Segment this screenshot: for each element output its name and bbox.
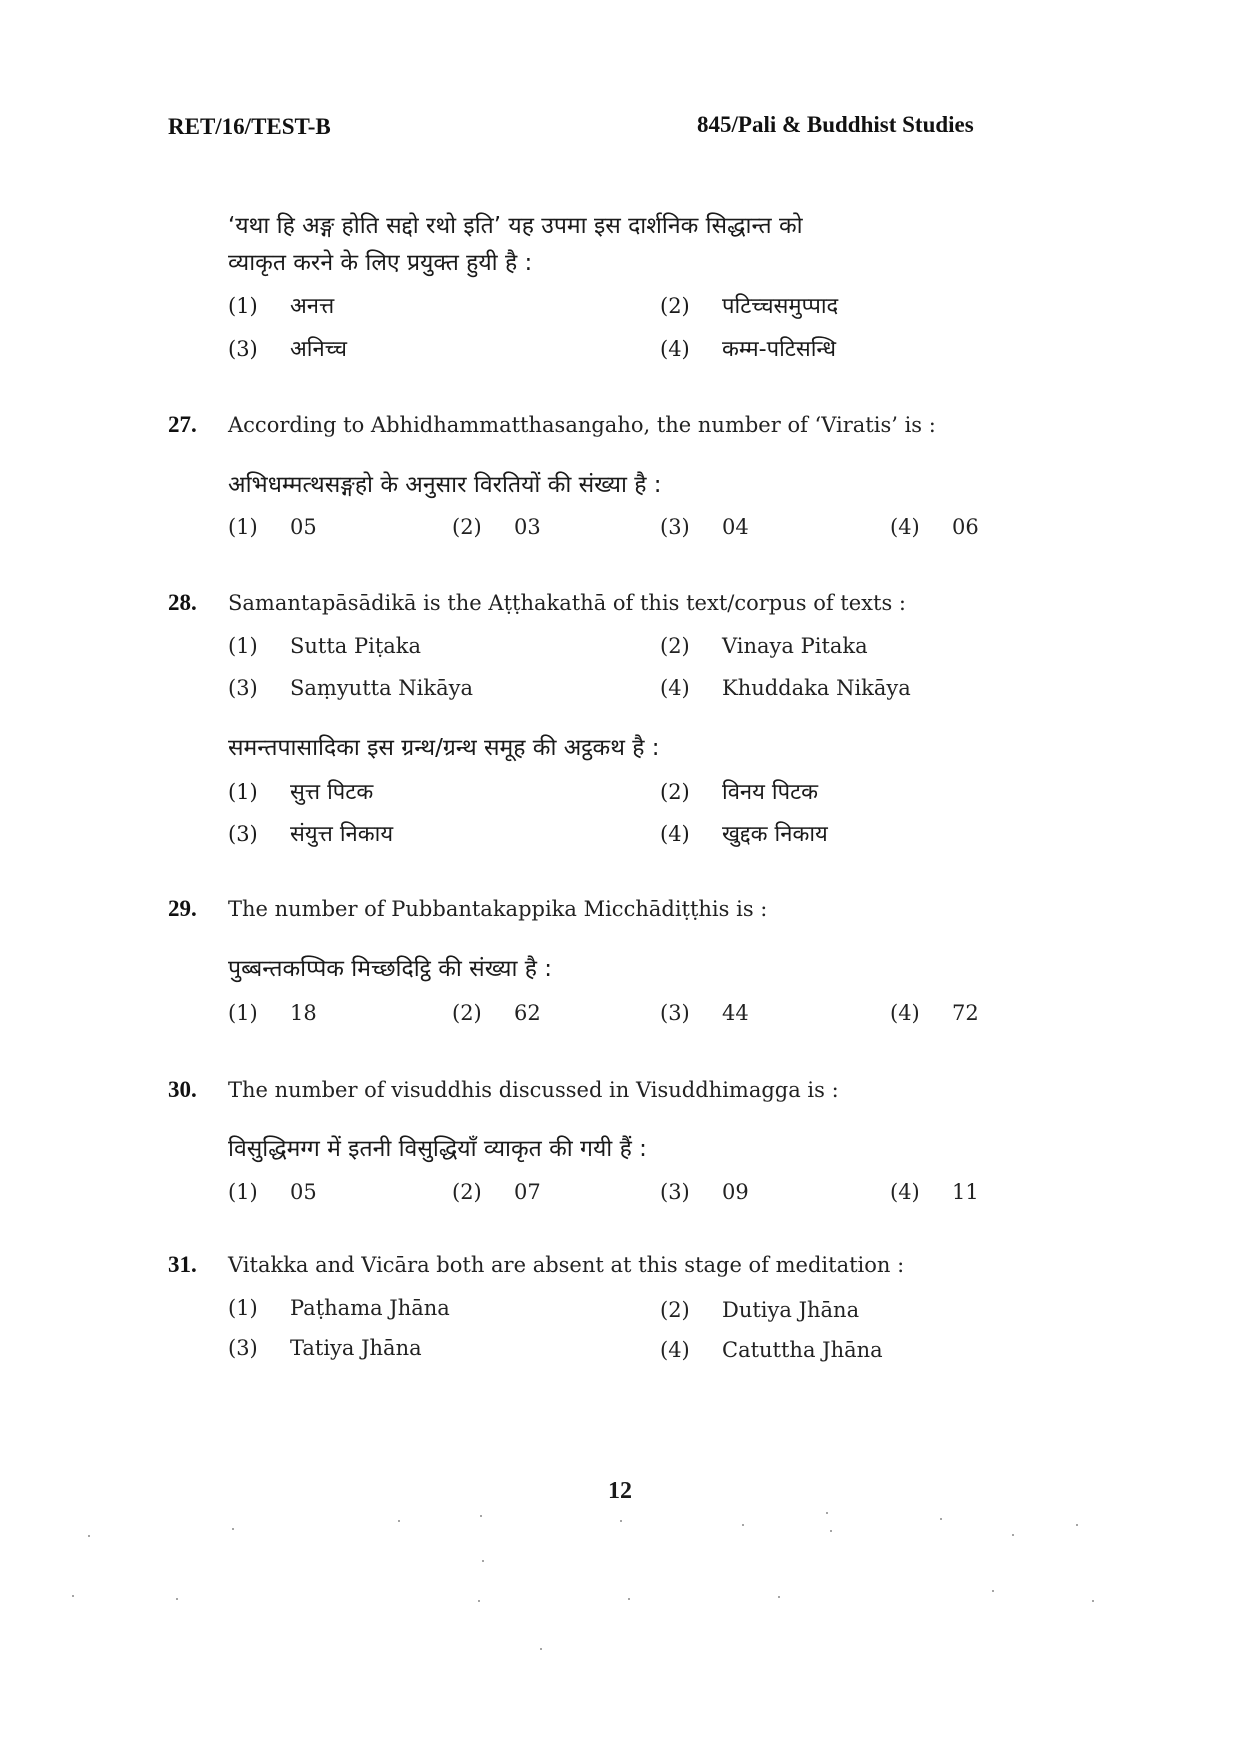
option-number: (1) — [228, 1180, 258, 1204]
option-number: (4) — [660, 337, 690, 361]
q31-option-1 — [228, 1296, 450, 1320]
option-number: (3) — [228, 337, 258, 361]
q31-option-4 — [660, 1338, 883, 1362]
scan-speck — [620, 1520, 622, 1522]
q28-option-en-2 — [660, 634, 868, 658]
q28-option-en-3 — [228, 676, 473, 700]
scan-speck — [778, 1596, 780, 1598]
q28-option-hi-1 — [228, 776, 373, 806]
q28-number: 28. — [168, 590, 197, 615]
option-number: (4) — [890, 1001, 920, 1025]
option-number: (1) — [228, 1001, 258, 1025]
option-number: (3) — [228, 1336, 258, 1360]
q27-option-4 — [890, 515, 979, 539]
q28-option-hi-2 — [660, 776, 818, 806]
option-text: Catuttha Jhāna — [722, 1338, 883, 1362]
option-number: (1) — [228, 294, 258, 318]
option-number: (2) — [452, 1001, 482, 1025]
option-text: अनिच्च — [290, 337, 347, 362]
option-text: Sutta Piṭaka — [290, 634, 422, 658]
q30-option-2 — [452, 1180, 541, 1204]
option-text: 04 — [722, 515, 749, 539]
scan-speck — [1076, 1524, 1078, 1526]
q27-number: 27. — [168, 412, 197, 437]
option-text: कम्म-पटिसन्धि — [722, 337, 837, 362]
q31-english: Vitakka and Vicāra both are absent at this stage of meditation : — [228, 1253, 905, 1277]
scan-speck — [478, 1600, 480, 1602]
option-number: (4) — [660, 676, 690, 700]
option-text: Dutiya Jhāna — [722, 1298, 860, 1322]
q27-english: According to Abhidhammatthasangaho, the number of ‘Viratis’ is : — [228, 413, 936, 437]
option-text: 05 — [290, 1180, 317, 1204]
scan-speck — [482, 1560, 484, 1562]
q30-option-1 — [228, 1180, 317, 1204]
option-text: सुत्त पिटक — [290, 780, 374, 805]
option-text: 18 — [290, 1001, 317, 1025]
option-number: (1) — [228, 780, 258, 804]
option-number: (4) — [890, 515, 920, 539]
scan-speck — [940, 1518, 942, 1520]
option-number: (1) — [228, 515, 258, 539]
q26-hindi-line1: ‘यथा हि अङ्ग होति सद्दो रथो इति’ यह उपमा इस दार्शनिक सिद्धान्त को — [228, 213, 803, 239]
option-text: विनय पिटक — [722, 780, 819, 805]
scan-speck — [742, 1524, 744, 1526]
scan-speck — [992, 1590, 994, 1592]
q26-hindi-line2: व्याकृत करने के लिए प्रयुक्त हुयी है : — [228, 250, 533, 276]
q26-option-1 — [228, 290, 334, 320]
q28-hindi: समन्तपासादिका इस ग्रन्थ/ग्रन्थ समूह की अट्ठकथ है : — [228, 735, 660, 761]
q31-option-3 — [228, 1336, 422, 1360]
option-text: 72 — [952, 1001, 979, 1025]
q27-option-1 — [228, 515, 317, 539]
option-number: (4) — [660, 822, 690, 846]
option-number: (1) — [228, 1296, 258, 1320]
scan-speck — [72, 1595, 74, 1597]
option-text: 11 — [952, 1180, 979, 1204]
option-number: (1) — [228, 634, 258, 658]
option-text: Paṭhama Jhāna — [290, 1296, 450, 1320]
option-number: (2) — [660, 634, 690, 658]
option-text: Tatiya Jhāna — [290, 1336, 422, 1360]
option-text: संयुत्त निकाय — [290, 822, 394, 847]
q30-english: The number of visuddhis discussed in Visuddhimagga is : — [228, 1078, 839, 1102]
option-number: (3) — [660, 1180, 690, 1204]
option-number: (2) — [452, 515, 482, 539]
scan-speck — [628, 1598, 630, 1600]
q26-option-2 — [660, 290, 838, 320]
q28-option-hi-3 — [228, 818, 393, 848]
q29-number: 29. — [168, 896, 197, 921]
q31-number: 31. — [168, 1252, 197, 1277]
option-text: 06 — [952, 515, 979, 539]
option-number: (2) — [660, 1298, 690, 1322]
option-number: (2) — [660, 294, 690, 318]
option-number: (2) — [660, 780, 690, 804]
option-text: 62 — [514, 1001, 541, 1025]
option-text: 09 — [722, 1180, 749, 1204]
option-text: Saṃyutta Nikāya — [290, 676, 474, 700]
q31-option-2 — [660, 1298, 859, 1322]
option-text: 03 — [514, 515, 541, 539]
q28-option-en-4 — [660, 676, 911, 700]
q27-option-2 — [452, 515, 541, 539]
q30-number: 30. — [168, 1077, 197, 1102]
option-text: 05 — [290, 515, 317, 539]
option-number: (4) — [660, 1338, 690, 1362]
q30-option-3 — [660, 1180, 749, 1204]
option-text: 44 — [722, 1001, 749, 1025]
scan-speck — [176, 1598, 178, 1600]
q29-option-4 — [890, 1001, 979, 1025]
scan-speck — [830, 1530, 832, 1532]
q29-hindi: पुब्बन्तकप्पिक मिच्छदिट्ठि की संख्या है : — [228, 956, 553, 982]
option-text: अनत्त — [290, 294, 335, 319]
scan-speck — [480, 1515, 482, 1517]
option-number: (3) — [660, 1001, 690, 1025]
scan-speck — [232, 1528, 234, 1530]
option-number: (4) — [890, 1180, 920, 1204]
scan-speck — [1012, 1534, 1014, 1536]
option-text: Vinaya Pitaka — [722, 634, 868, 658]
option-number: (3) — [228, 822, 258, 846]
q26-option-3 — [228, 333, 347, 363]
q28-option-en-1 — [228, 634, 421, 658]
header-right: 845/Pali & Buddhist Studies — [697, 112, 974, 137]
scan-speck — [826, 1512, 828, 1514]
q29-option-1 — [228, 1001, 317, 1025]
q28-option-hi-4 — [660, 818, 828, 848]
q29-option-2 — [452, 1001, 541, 1025]
q28-english: Samantapāsādikā is the Aṭṭhakathā of this text/corpus of texts : — [228, 591, 906, 615]
header-left: RET/16/TEST-B — [168, 114, 331, 139]
option-text: पटिच्चसमुप्पाद — [722, 294, 839, 319]
q30-option-4 — [890, 1180, 979, 1204]
q30-hindi: विसुद्धिमग्ग में इतनी विसुद्धियाँ व्याकृत की गयी हैं : — [228, 1136, 647, 1162]
option-text: 07 — [514, 1180, 541, 1204]
q27-hindi: अभिधम्मत्थसङ्गहो के अनुसार विरतियों की संख्या है : — [228, 472, 662, 498]
option-number: (3) — [228, 676, 258, 700]
scan-speck — [398, 1520, 400, 1522]
q26-option-4 — [660, 333, 836, 363]
q29-english: The number of Pubbantakappika Micchādiṭṭhis is : — [228, 897, 768, 921]
option-number: (3) — [660, 515, 690, 539]
page-number: 12 — [608, 1478, 632, 1504]
option-text: Khuddaka Nikāya — [722, 676, 911, 700]
scan-speck — [1092, 1600, 1094, 1602]
scan-speck — [88, 1535, 90, 1537]
option-text: खुद्दक निकाय — [722, 822, 828, 847]
option-number: (2) — [452, 1180, 482, 1204]
scan-speck — [540, 1648, 542, 1650]
q27-option-3 — [660, 515, 749, 539]
q29-option-3 — [660, 1001, 749, 1025]
